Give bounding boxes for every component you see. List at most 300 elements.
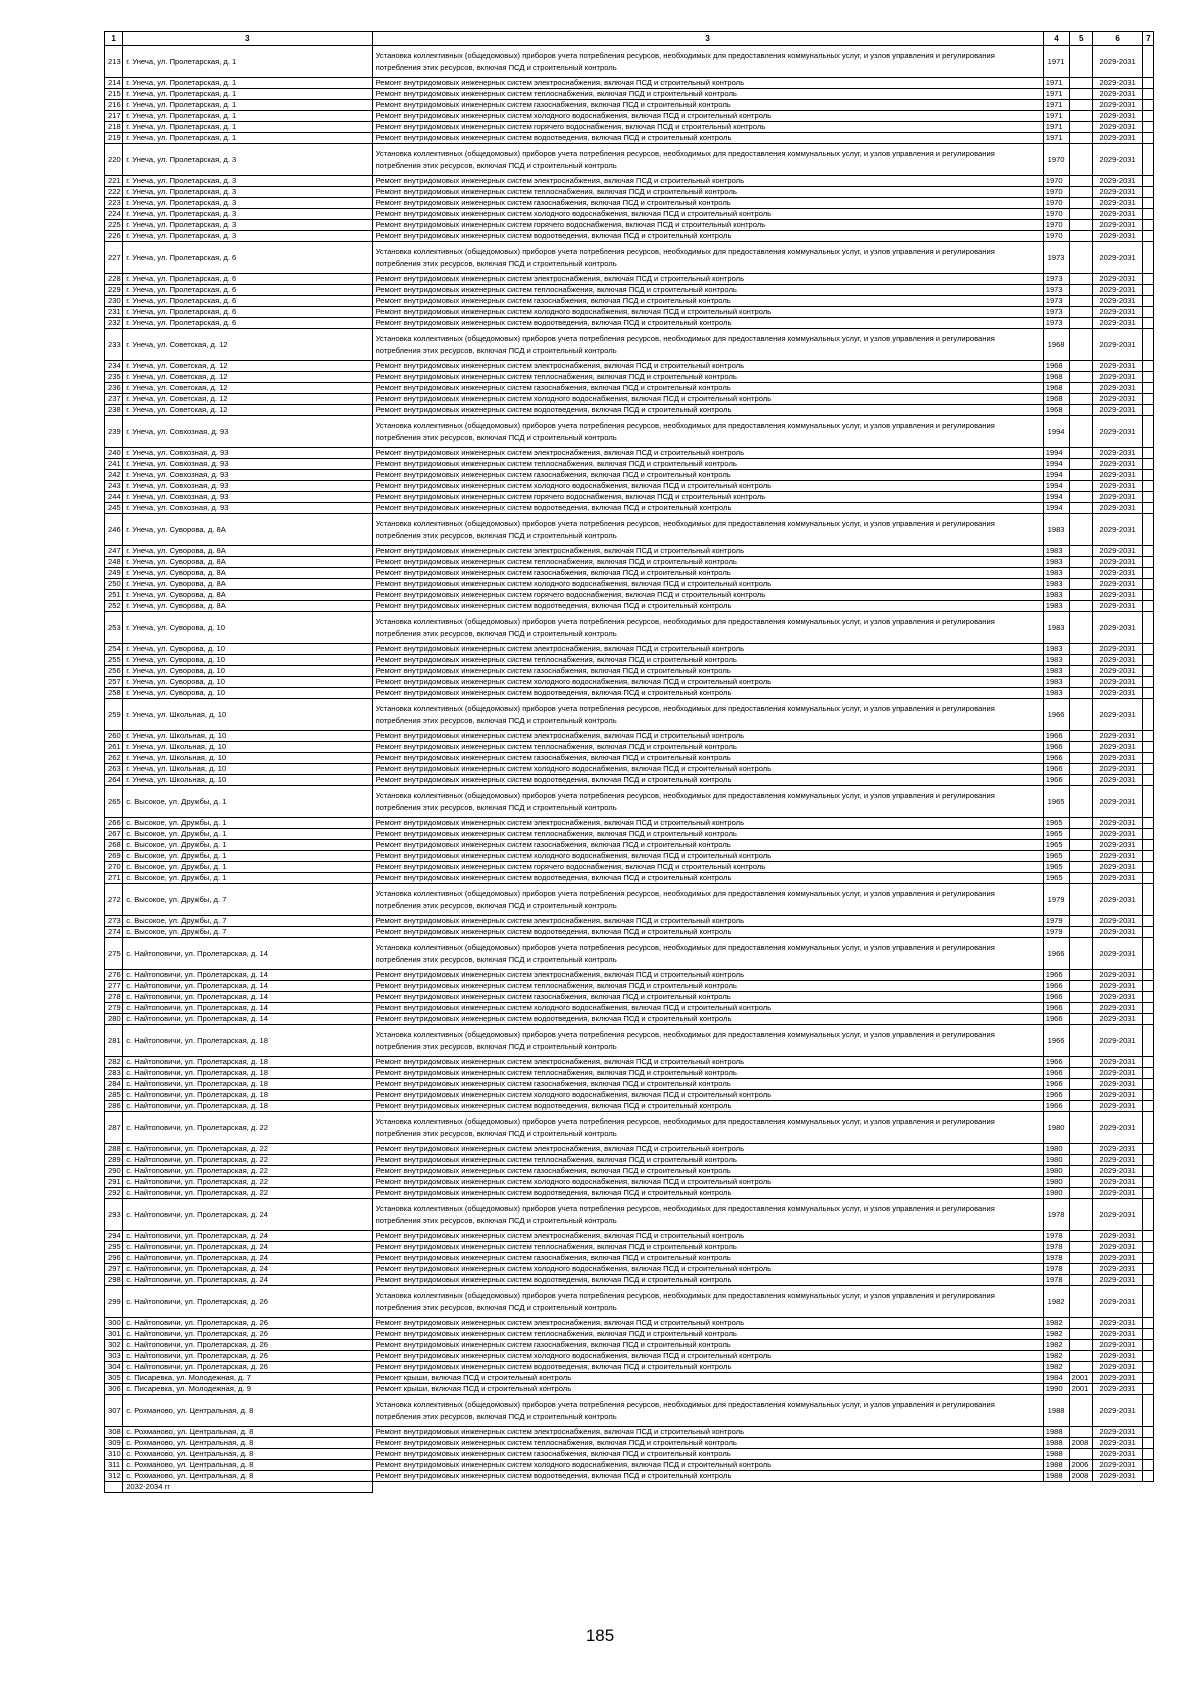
row-number: 272	[105, 884, 123, 916]
table-row	[105, 1275, 1154, 1286]
work-type-cell: Ремонт внутридомовых инженерных систем водоотведения, включая ПСД и строительный контроль	[372, 688, 1043, 699]
period-cell: 2029-2031	[1092, 1427, 1142, 1438]
build-year-cell: 1983	[1043, 688, 1070, 699]
period-cell: 2029-2031	[1092, 1166, 1142, 1177]
table-row	[105, 481, 1154, 492]
table-row	[105, 1395, 1154, 1427]
work-type-cell: Ремонт внутридомовых инженерных систем теплоснабжения, включая ПСД и строительный контроль	[372, 1242, 1043, 1253]
work-type-cell: Ремонт внутридомовых инженерных систем водоотведения, включая ПСД и строительный контроль	[372, 231, 1043, 242]
period-cell: 2029-2031	[1092, 372, 1142, 383]
address-cell: с. Найтоповичи, ул. Пролетарская, д. 26	[123, 1351, 372, 1362]
col7-cell	[1143, 1155, 1154, 1166]
table-row	[105, 970, 1154, 981]
last-repair-year-cell	[1070, 176, 1092, 187]
row-number: 243	[105, 481, 123, 492]
period-cell: 2029-2031	[1092, 1090, 1142, 1101]
row-number: 312	[105, 1471, 123, 1482]
last-repair-year-cell	[1070, 818, 1092, 829]
period-cell: 2029-2031	[1092, 481, 1142, 492]
table-row	[105, 220, 1154, 231]
period-cell: 2029-2031	[1092, 557, 1142, 568]
table-row	[105, 731, 1154, 742]
col7-cell	[1143, 1188, 1154, 1199]
table-row	[105, 851, 1154, 862]
address-cell: с. Найтоповичи, ул. Пролетарская, д. 18	[123, 1079, 372, 1090]
address-cell: г. Унеча, ул. Совхозная, д. 93	[123, 481, 372, 492]
table-row	[105, 992, 1154, 1003]
col7-cell	[1143, 1166, 1154, 1177]
last-repair-year-cell	[1070, 1253, 1092, 1264]
col7-cell	[1143, 677, 1154, 688]
col7-cell	[1143, 1351, 1154, 1362]
table-row	[105, 655, 1154, 666]
address-cell: г. Унеча, ул. Пролетарская, д. 1	[123, 78, 372, 89]
col7-cell	[1143, 100, 1154, 111]
address-cell: с. Найтоповичи, ул. Пролетарская, д. 18	[123, 1101, 372, 1112]
period-cell: 2029-2031	[1092, 981, 1142, 992]
address-cell: с. Рохманово, ул. Центральная, д. 8	[123, 1449, 372, 1460]
address-cell: с. Найтоповичи, ул. Пролетарская, д. 26	[123, 1286, 372, 1318]
table-row	[105, 448, 1154, 459]
period-cell: 2029-2031	[1092, 1199, 1142, 1231]
work-type-cell: Ремонт внутридомовых инженерных систем холодного водоснабжения, включая ПСД и строительный контроль	[372, 677, 1043, 688]
period-cell: 2029-2031	[1092, 938, 1142, 970]
period-cell: 2029-2031	[1092, 862, 1142, 873]
row-number: 237	[105, 394, 123, 405]
address-cell: г. Унеча, ул. Суворова, д. 8А	[123, 579, 372, 590]
address-cell: г. Унеча, ул. Пролетарская, д. 6	[123, 296, 372, 307]
period-cell: 2029-2031	[1092, 688, 1142, 699]
table-row	[105, 884, 1154, 916]
table-row	[105, 1177, 1154, 1188]
row-number: 283	[105, 1068, 123, 1079]
build-year-cell: 1988	[1043, 1460, 1070, 1471]
row-number: 284	[105, 1079, 123, 1090]
work-type-cell: Ремонт внутридомовых инженерных систем холодного водоснабжения, включая ПСД и строительный контроль	[372, 1264, 1043, 1275]
work-type-cell: Установка коллективных (общедомовых) приборов учета потребления ресурсов, необходимых для предоставления коммунальных услуг, и узлов управления и регулирования потребления этих ресурсов, включая ПСД и строительный контроль	[372, 1112, 1043, 1144]
period-cell: 2029-2031	[1092, 1014, 1142, 1025]
col7-cell	[1143, 1144, 1154, 1155]
col7-cell	[1143, 394, 1154, 405]
address-cell: с. Найтоповичи, ул. Пролетарская, д. 22	[123, 1155, 372, 1166]
work-type-cell: Ремонт внутридомовых инженерных систем газоснабжения, включая ПСД и строительный контроль	[372, 470, 1043, 481]
build-year-cell: 1971	[1043, 111, 1070, 122]
row-number: 264	[105, 775, 123, 786]
build-year-cell: 1978	[1043, 1242, 1070, 1253]
last-repair-year-cell	[1070, 198, 1092, 209]
address-cell: с. Найтоповичи, ул. Пролетарская, д. 18	[123, 1057, 372, 1068]
row-number: 270	[105, 862, 123, 873]
work-type-cell: Ремонт внутридомовых инженерных систем электроснабжения, включая ПСД и строительный контроль	[372, 546, 1043, 557]
build-year-cell: 1982	[1043, 1362, 1070, 1373]
col7-cell	[1143, 851, 1154, 862]
address-cell: г. Унеча, ул. Советская, д. 12	[123, 383, 372, 394]
col7-cell	[1143, 775, 1154, 786]
col7-cell	[1143, 318, 1154, 329]
row-number: 216	[105, 100, 123, 111]
work-type-cell: Ремонт внутридомовых инженерных систем электроснабжения, включая ПСД и строительный контроль	[372, 731, 1043, 742]
address-cell: с. Найтоповичи, ул. Пролетарская, д. 26	[123, 1318, 372, 1329]
work-type-cell: Ремонт внутридомовых инженерных систем горячего водоснабжения, включая ПСД и строительный контроль	[372, 862, 1043, 873]
work-type-cell: Ремонт внутридомовых инженерных систем холодного водоснабжения, включая ПСД и строительный контроль	[372, 764, 1043, 775]
address-cell: г. Унеча, ул. Суворова, д. 8А	[123, 546, 372, 557]
table-row	[105, 1471, 1154, 1482]
row-number: 248	[105, 557, 123, 568]
header-col-7: 7	[1143, 32, 1154, 46]
row-number: 274	[105, 927, 123, 938]
row-number: 268	[105, 840, 123, 851]
table-row	[105, 862, 1154, 873]
last-repair-year-cell	[1070, 1427, 1092, 1438]
address-cell: с. Найтоповичи, ул. Пролетарская, д. 18	[123, 1068, 372, 1079]
address-cell: с. Высокое, ул. Дружбы, д. 1	[123, 851, 372, 862]
last-repair-year-cell	[1070, 492, 1092, 503]
table-row	[105, 78, 1154, 89]
row-number: 249	[105, 568, 123, 579]
row-number: 269	[105, 851, 123, 862]
period-cell: 2029-2031	[1092, 1068, 1142, 1079]
address-cell: г. Унеча, ул. Школьная, д. 10	[123, 731, 372, 742]
work-type-cell: Ремонт внутридомовых инженерных систем теплоснабжения, включая ПСД и строительный контроль	[372, 981, 1043, 992]
last-repair-year-cell	[1070, 307, 1092, 318]
period-cell: 2029-2031	[1092, 285, 1142, 296]
period-cell: 2029-2031	[1092, 1471, 1142, 1482]
work-type-cell: Ремонт внутридомовых инженерных систем газоснабжения, включая ПСД и строительный контроль	[372, 992, 1043, 1003]
build-year-cell: 1965	[1043, 840, 1070, 851]
last-repair-year-cell	[1070, 612, 1092, 644]
build-year-cell: 1983	[1043, 612, 1070, 644]
period-cell: 2029-2031	[1092, 884, 1142, 916]
work-type-cell: Ремонт внутридомовых инженерных систем электроснабжения, включая ПСД и строительный контроль	[372, 644, 1043, 655]
period-cell: 2029-2031	[1092, 503, 1142, 514]
col7-cell	[1143, 579, 1154, 590]
row-number: 289	[105, 1155, 123, 1166]
table-row	[105, 503, 1154, 514]
period-cell: 2029-2031	[1092, 1057, 1142, 1068]
table-row	[105, 873, 1154, 884]
row-number: 239	[105, 416, 123, 448]
table-row	[105, 590, 1154, 601]
build-year-cell: 1984	[1043, 1373, 1070, 1384]
last-repair-year-cell	[1070, 122, 1092, 133]
last-repair-year-cell	[1070, 981, 1092, 992]
last-repair-year-cell	[1070, 231, 1092, 242]
last-repair-year-cell: 2008	[1070, 1471, 1092, 1482]
row-number: 255	[105, 655, 123, 666]
table-row	[105, 274, 1154, 285]
last-repair-year-cell	[1070, 274, 1092, 285]
row-number: 290	[105, 1166, 123, 1177]
row-number: 233	[105, 329, 123, 361]
work-type-cell: Ремонт внутридомовых инженерных систем водоотведения, включая ПСД и строительный контроль	[372, 873, 1043, 884]
row-number: 252	[105, 601, 123, 612]
work-type-cell: Ремонт внутридомовых инженерных систем теплоснабжения, включая ПСД и строительный контроль	[372, 1155, 1043, 1166]
period-cell: 2029-2031	[1092, 873, 1142, 884]
build-year-cell: 1982	[1043, 1318, 1070, 1329]
last-repair-year-cell	[1070, 1068, 1092, 1079]
period-cell: 2029-2031	[1092, 1155, 1142, 1166]
build-year-cell: 1983	[1043, 568, 1070, 579]
build-year-cell: 1970	[1043, 231, 1070, 242]
table-row	[105, 1112, 1154, 1144]
build-year-cell: 1966	[1043, 775, 1070, 786]
period-cell: 2029-2031	[1092, 1253, 1142, 1264]
header-col-3: 3	[372, 32, 1043, 46]
last-repair-year-cell	[1070, 1057, 1092, 1068]
build-year-cell: 1965	[1043, 862, 1070, 873]
last-repair-year-cell	[1070, 1231, 1092, 1242]
build-year-cell: 1973	[1043, 296, 1070, 307]
last-repair-year-cell	[1070, 220, 1092, 231]
last-repair-year-cell	[1070, 731, 1092, 742]
work-type-cell: Ремонт внутридомовых инженерных систем газоснабжения, включая ПСД и строительный контроль	[372, 1166, 1043, 1177]
work-type-cell: Ремонт внутридомовых инженерных систем холодного водоснабжения, включая ПСД и строительный контроль	[372, 481, 1043, 492]
row-number: 232	[105, 318, 123, 329]
period-cell: 2029-2031	[1092, 329, 1142, 361]
period-cell: 2029-2031	[1092, 1275, 1142, 1286]
address-cell: с. Найтоповичи, ул. Пролетарская, д. 24	[123, 1242, 372, 1253]
col7-cell	[1143, 601, 1154, 612]
period-cell: 2029-2031	[1092, 133, 1142, 144]
col7-cell	[1143, 383, 1154, 394]
table-row	[105, 176, 1154, 187]
build-year-cell: 1978	[1043, 1231, 1070, 1242]
period-cell: 2029-2031	[1092, 666, 1142, 677]
last-repair-year-cell	[1070, 133, 1092, 144]
build-year-cell: 1988	[1043, 1438, 1070, 1449]
row-number: 226	[105, 231, 123, 242]
period-cell: 2029-2031	[1092, 677, 1142, 688]
address-cell: г. Унеча, ул. Пролетарская, д. 3	[123, 176, 372, 187]
build-year-cell: 1982	[1043, 1340, 1070, 1351]
col7-cell	[1143, 1199, 1154, 1231]
table-row	[105, 1090, 1154, 1101]
address-cell: г. Унеча, ул. Пролетарская, д. 3	[123, 144, 372, 176]
period-cell: 2029-2031	[1092, 220, 1142, 231]
col7-cell	[1143, 1384, 1154, 1395]
address-cell: г. Унеча, ул. Пролетарская, д. 1	[123, 133, 372, 144]
row-number: 288	[105, 1144, 123, 1155]
build-year-cell: 1966	[1043, 1025, 1070, 1057]
row-number: 292	[105, 1188, 123, 1199]
row-number: 217	[105, 111, 123, 122]
table-row	[105, 111, 1154, 122]
last-repair-year-cell	[1070, 383, 1092, 394]
period-cell: 2029-2031	[1092, 209, 1142, 220]
period-cell: 2029-2031	[1092, 361, 1142, 372]
col7-cell	[1143, 416, 1154, 448]
work-type-cell: Ремонт внутридомовых инженерных систем газоснабжения, включая ПСД и строительный контроль	[372, 100, 1043, 111]
last-repair-year-cell	[1070, 481, 1092, 492]
col7-cell	[1143, 1003, 1154, 1014]
work-type-cell: Ремонт внутридомовых инженерных систем теплоснабжения, включая ПСД и строительный контроль	[372, 1329, 1043, 1340]
footer-empty	[372, 1482, 1153, 1493]
table-row	[105, 89, 1154, 100]
work-type-cell: Ремонт внутридомовых инженерных систем газоснабжения, включая ПСД и строительный контроль	[372, 840, 1043, 851]
period-cell: 2029-2031	[1092, 1188, 1142, 1199]
work-type-cell: Ремонт внутридомовых инженерных систем водоотведения, включая ПСД и строительный контроль	[372, 405, 1043, 416]
period-cell: 2029-2031	[1092, 1242, 1142, 1253]
row-number: 263	[105, 764, 123, 775]
address-cell: с. Писаревка, ул. Молодежная, д. 9	[123, 1384, 372, 1395]
work-type-cell: Установка коллективных (общедомовых) приборов учета потребления ресурсов, необходимых для предоставления коммунальных услуг, и узлов управления и регулирования потребления этих ресурсов, включая ПСД и строительный контроль	[372, 46, 1043, 78]
work-type-cell: Ремонт внутридомовых инженерных систем теплоснабжения, включая ПСД и строительный контроль	[372, 285, 1043, 296]
row-number: 247	[105, 546, 123, 557]
table-row	[105, 1101, 1154, 1112]
row-number: 235	[105, 372, 123, 383]
address-cell: г. Унеча, ул. Советская, д. 12	[123, 361, 372, 372]
row-number: 245	[105, 503, 123, 514]
period-cell: 2029-2031	[1092, 851, 1142, 862]
build-year-cell: 1966	[1043, 753, 1070, 764]
work-type-cell: Ремонт внутридомовых инженерных систем электроснабжения, включая ПСД и строительный контроль	[372, 78, 1043, 89]
row-number: 265	[105, 786, 123, 818]
address-cell: г. Унеча, ул. Суворова, д. 10	[123, 688, 372, 699]
col7-cell	[1143, 122, 1154, 133]
row-number: 282	[105, 1057, 123, 1068]
row-number: 214	[105, 78, 123, 89]
work-type-cell: Установка коллективных (общедомовых) приборов учета потребления ресурсов, необходимых для предоставления коммунальных услуг, и узлов управления и регулирования потребления этих ресурсов, включая ПСД и строительный контроль	[372, 329, 1043, 361]
period-cell: 2029-2031	[1092, 546, 1142, 557]
last-repair-year-cell	[1070, 1188, 1092, 1199]
table-row	[105, 1025, 1154, 1057]
table-row	[105, 1340, 1154, 1351]
build-year-cell: 1983	[1043, 557, 1070, 568]
address-cell: с. Рохманово, ул. Центральная, д. 8	[123, 1395, 372, 1427]
last-repair-year-cell	[1070, 557, 1092, 568]
work-type-cell: Ремонт внутридомовых инженерных систем холодного водоснабжения, включая ПСД и строительный контроль	[372, 111, 1043, 122]
col7-cell	[1143, 688, 1154, 699]
last-repair-year-cell	[1070, 677, 1092, 688]
table-row	[105, 612, 1154, 644]
work-type-cell: Ремонт внутридомовых инженерных систем теплоснабжения, включая ПСД и строительный контроль	[372, 557, 1043, 568]
last-repair-year-cell	[1070, 209, 1092, 220]
table-row	[105, 231, 1154, 242]
build-year-cell: 1968	[1043, 405, 1070, 416]
table-row	[105, 786, 1154, 818]
col7-cell	[1143, 1362, 1154, 1373]
last-repair-year-cell	[1070, 699, 1092, 731]
col7-cell	[1143, 742, 1154, 753]
col7-cell	[1143, 492, 1154, 503]
last-repair-year-cell	[1070, 916, 1092, 927]
col7-cell	[1143, 448, 1154, 459]
col7-cell	[1143, 1253, 1154, 1264]
last-repair-year-cell	[1070, 927, 1092, 938]
col7-cell	[1143, 242, 1154, 274]
work-type-cell: Ремонт внутридомовых инженерных систем холодного водоснабжения, включая ПСД и строительный контроль	[372, 1177, 1043, 1188]
period-cell: 2029-2031	[1092, 46, 1142, 78]
build-year-cell: 1966	[1043, 981, 1070, 992]
row-number: 230	[105, 296, 123, 307]
row-number: 241	[105, 459, 123, 470]
work-type-cell: Ремонт внутридомовых инженерных систем водоотведения, включая ПСД и строительный контроль	[372, 601, 1043, 612]
work-type-cell: Ремонт внутридомовых инженерных систем холодного водоснабжения, включая ПСД и строительный контроль	[372, 1351, 1043, 1362]
work-type-cell: Установка коллективных (общедомовых) приборов учета потребления ресурсов, необходимых для предоставления коммунальных услуг, и узлов управления и регулирования потребления этих ресурсов, включая ПСД и строительный контроль	[372, 144, 1043, 176]
col7-cell	[1143, 568, 1154, 579]
last-repair-year-cell	[1070, 46, 1092, 78]
address-cell: г. Унеча, ул. Пролетарская, д. 6	[123, 285, 372, 296]
work-type-cell: Ремонт внутридомовых инженерных систем теплоснабжения, включая ПСД и строительный контроль	[372, 742, 1043, 753]
row-number: 258	[105, 688, 123, 699]
last-repair-year-cell	[1070, 1101, 1092, 1112]
table-row	[105, 1166, 1154, 1177]
repair-plan-table	[104, 31, 1154, 1493]
row-number: 308	[105, 1427, 123, 1438]
address-cell: г. Унеча, ул. Суворова, д. 8А	[123, 568, 372, 579]
build-year-cell: 1973	[1043, 318, 1070, 329]
build-year-cell: 1971	[1043, 78, 1070, 89]
work-type-cell: Ремонт внутридомовых инженерных систем водоотведения, включая ПСД и строительный контроль	[372, 318, 1043, 329]
row-number: 250	[105, 579, 123, 590]
last-repair-year-cell	[1070, 100, 1092, 111]
work-type-cell: Ремонт внутридомовых инженерных систем горячего водоснабжения, включая ПСД и строительный контроль	[372, 590, 1043, 601]
col7-cell	[1143, 470, 1154, 481]
row-number: 234	[105, 361, 123, 372]
build-year-cell: 1988	[1043, 1449, 1070, 1460]
period-cell: 2029-2031	[1092, 242, 1142, 274]
period-cell: 2029-2031	[1092, 970, 1142, 981]
address-cell: г. Унеча, ул. Суворова, д. 10	[123, 655, 372, 666]
work-type-cell: Ремонт внутридомовых инженерных систем теплоснабжения, включая ПСД и строительный контроль	[372, 1438, 1043, 1449]
col7-cell	[1143, 1373, 1154, 1384]
header-col-1: 1	[105, 32, 123, 46]
col7-cell	[1143, 612, 1154, 644]
period-cell: 2029-2031	[1092, 470, 1142, 481]
address-cell: с. Найтоповичи, ул. Пролетарская, д. 18	[123, 1025, 372, 1057]
build-year-cell: 1970	[1043, 209, 1070, 220]
last-repair-year-cell	[1070, 970, 1092, 981]
last-repair-year-cell	[1070, 753, 1092, 764]
row-number: 291	[105, 1177, 123, 1188]
build-year-cell: 1966	[1043, 1101, 1070, 1112]
col7-cell	[1143, 992, 1154, 1003]
work-type-cell: Ремонт крыши, включая ПСД и строительный контроль	[372, 1384, 1043, 1395]
col7-cell	[1143, 405, 1154, 416]
last-repair-year-cell	[1070, 296, 1092, 307]
table-row	[105, 1438, 1154, 1449]
table-row	[105, 1144, 1154, 1155]
table-row	[105, 1079, 1154, 1090]
build-year-cell: 1971	[1043, 122, 1070, 133]
header-col-5: 5	[1070, 32, 1092, 46]
address-cell: с. Высокое, ул. Дружбы, д. 1	[123, 862, 372, 873]
table-row	[105, 1460, 1154, 1471]
col7-cell	[1143, 176, 1154, 187]
col7-cell	[1143, 840, 1154, 851]
row-number: 262	[105, 753, 123, 764]
period-cell: 2029-2031	[1092, 1025, 1142, 1057]
period-cell: 2029-2031	[1092, 644, 1142, 655]
period-cell: 2029-2031	[1092, 1395, 1142, 1427]
build-year-cell: 1980	[1043, 1166, 1070, 1177]
work-type-cell: Ремонт внутридомовых инженерных систем газоснабжения, включая ПСД и строительный контроль	[372, 1253, 1043, 1264]
period-cell: 2029-2031	[1092, 176, 1142, 187]
work-type-cell: Установка коллективных (общедомовых) приборов учета потребления ресурсов, необходимых для предоставления коммунальных услуг, и узлов управления и регулирования потребления этих ресурсов, включая ПСД и строительный контроль	[372, 1286, 1043, 1318]
work-type-cell: Ремонт внутридомовых инженерных систем водоотведения, включая ПСД и строительный контроль	[372, 1101, 1043, 1112]
period-cell: 2029-2031	[1092, 1373, 1142, 1384]
work-type-cell: Ремонт внутридомовых инженерных систем холодного водоснабжения, включая ПСД и строительный контроль	[372, 1090, 1043, 1101]
period-cell: 2029-2031	[1092, 1351, 1142, 1362]
last-repair-year-cell	[1070, 1351, 1092, 1362]
col7-cell	[1143, 274, 1154, 285]
period-cell: 2029-2031	[1092, 742, 1142, 753]
work-type-cell: Ремонт внутридомовых инженерных систем газоснабжения, включая ПСД и строительный контроль	[372, 753, 1043, 764]
address-cell: г. Унеча, ул. Пролетарская, д. 6	[123, 318, 372, 329]
period-cell: 2029-2031	[1092, 448, 1142, 459]
table-row	[105, 1231, 1154, 1242]
table-row	[105, 285, 1154, 296]
